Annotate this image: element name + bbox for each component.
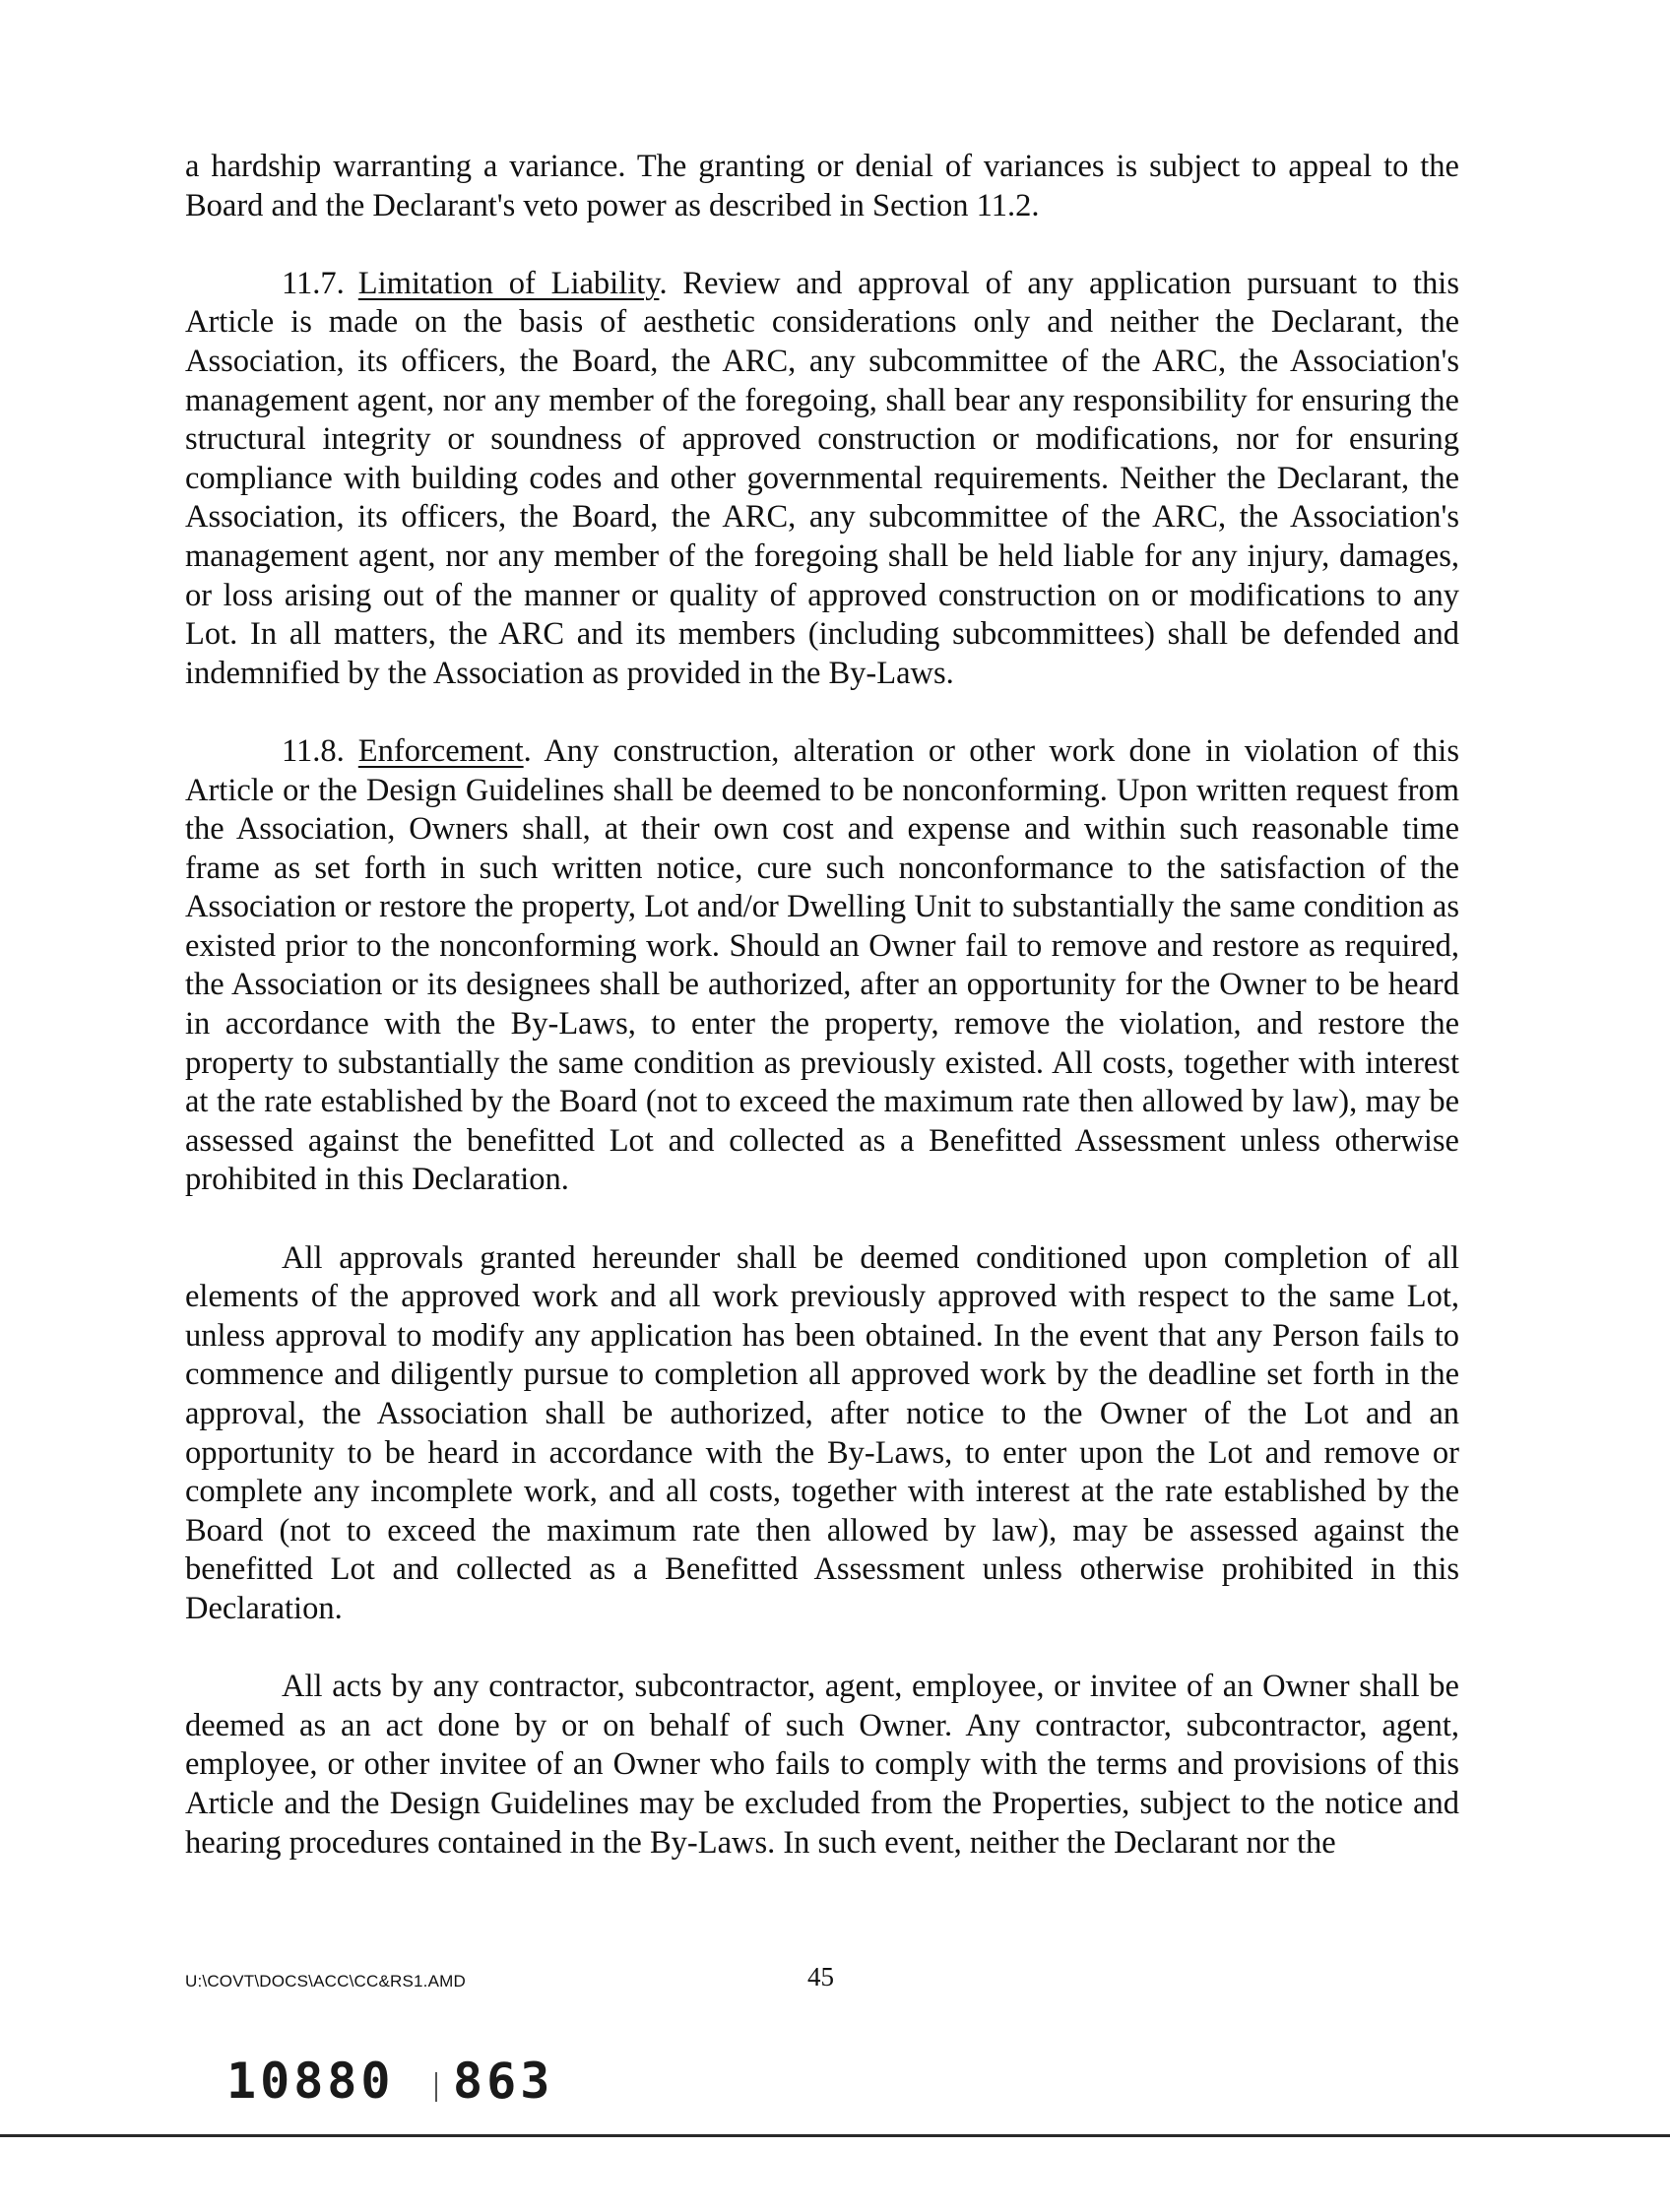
document-body [185, 148, 1459, 1902]
recording-stamp-book: 10880 [226, 2053, 395, 2110]
paragraph-opening: a hardship warranting a variance. The granting or denial of variances is subject to appeal to the Board and the Declarant's veto power as described in Section 11.2. [185, 149, 1459, 223]
section-11-8-text: . Any construction, alteration or other work done in violation of this Article or the Design Guidelines shall be deemed to be nonconforming. Upon written request from the Association, Owners shall, at their own cost and expense and within such reasonable time frame as set forth in such written notice, cure such nonconformance to the satisfaction of the Association or restore the property, Lot and/or Dwelling Unit to substantially the same condition as existed prior to the nonconforming work. Should an Owner fail to remove and restore as required, the Association or its designees shall be authorized, after an opportunity for the Owner to be heard in accordance with the By-Laws, to enter the property, remove the violation, and restore the property to substantially the same condition as previously existed. All costs, together with interest at the rate established by the Board (not to exceed the maximum rate then allowed by law), may be assessed against the benefitted Lot and collected as a Benefitted Assessment unless otherwise prohibited in this Declaration. [185, 732, 1459, 1198]
section-11-7 [185, 265, 1459, 694]
paragraph-acts: All acts by any contractor, subcontractor, agent, employee, or invitee of an Owner shall be deemed as an act done by or on behalf of such Owner. Any contractor, subcontractor, agent, employee, or other invitee of an Owner who fails to comply with the terms and provisions of this Article and the Design Guidelines may be excluded from the Properties, subject to the notice and hearing procedures contained in the By-Laws. In such event, neither the Declarant nor the [185, 1669, 1459, 1861]
paragraph-approvals: All approvals granted hereunder shall be deemed conditioned upon completion of all elements of the approved work and all work previously approved with respect to the same Lot, unless approval to modify any application has been obtained. In the event that any Person fails to commence and diligently pursue to completion all approved work by the deadline set forth in the approval, the Association shall be authorized, after notice to the Owner of the Lot and an opportunity to be heard in accordance with the By-Laws, to enter upon the Lot and remove or complete any incomplete work, and all costs, together with interest at the rate established by the Board (not to exceed the maximum rate then allowed by law), may be assessed against the benefitted Lot and collected as a Benefitted Assessment unless otherwise prohibited in this Declaration. [185, 1239, 1459, 1626]
section-11-8 [185, 732, 1459, 1200]
page-number: 45 [807, 1962, 834, 1991]
footer-file-path: U:\COVT\DOCS\ACC\CC&RS1.AMD [185, 1972, 466, 1991]
section-11-7-title: Limitation of Liability [357, 265, 660, 301]
section-11-7-text: . Review and approval of any application pursuant to this Article is made on the basis of aesthetic considerations only and neither the Declarant, the Association, its officers, the Board, the ARC, any subcommittee of the ARC, the Association's management agent, nor any member of the foregoing, shall bear any responsibility for ensuring the structural integrity or soundness of approved construction or modifications, nor for ensuring compliance with building codes and other governmental requirements. Neither the Declarant, the Association, its officers, the Board, the ARC, any subcommittee of the ARC, the Association's management agent, nor any member of the foregoing shall be held liable for any injury, damages, or loss arising out of the manner or quality of approved construction on or modifications to any Lot. In all matters, the ARC and its members (including subcommittees) shall be defended and indemnified by the Association as provided in the By-Laws. [185, 265, 1459, 691]
recording-stamp-page: 863 [453, 2053, 554, 2110]
stamp-separator-mark [435, 2072, 437, 2102]
section-11-7-number: 11.7. [282, 265, 345, 301]
section-11-8-number: 11.8. [282, 732, 345, 769]
section-11-8-title: Enforcement [357, 732, 524, 769]
bottom-rule [0, 2134, 1670, 2137]
